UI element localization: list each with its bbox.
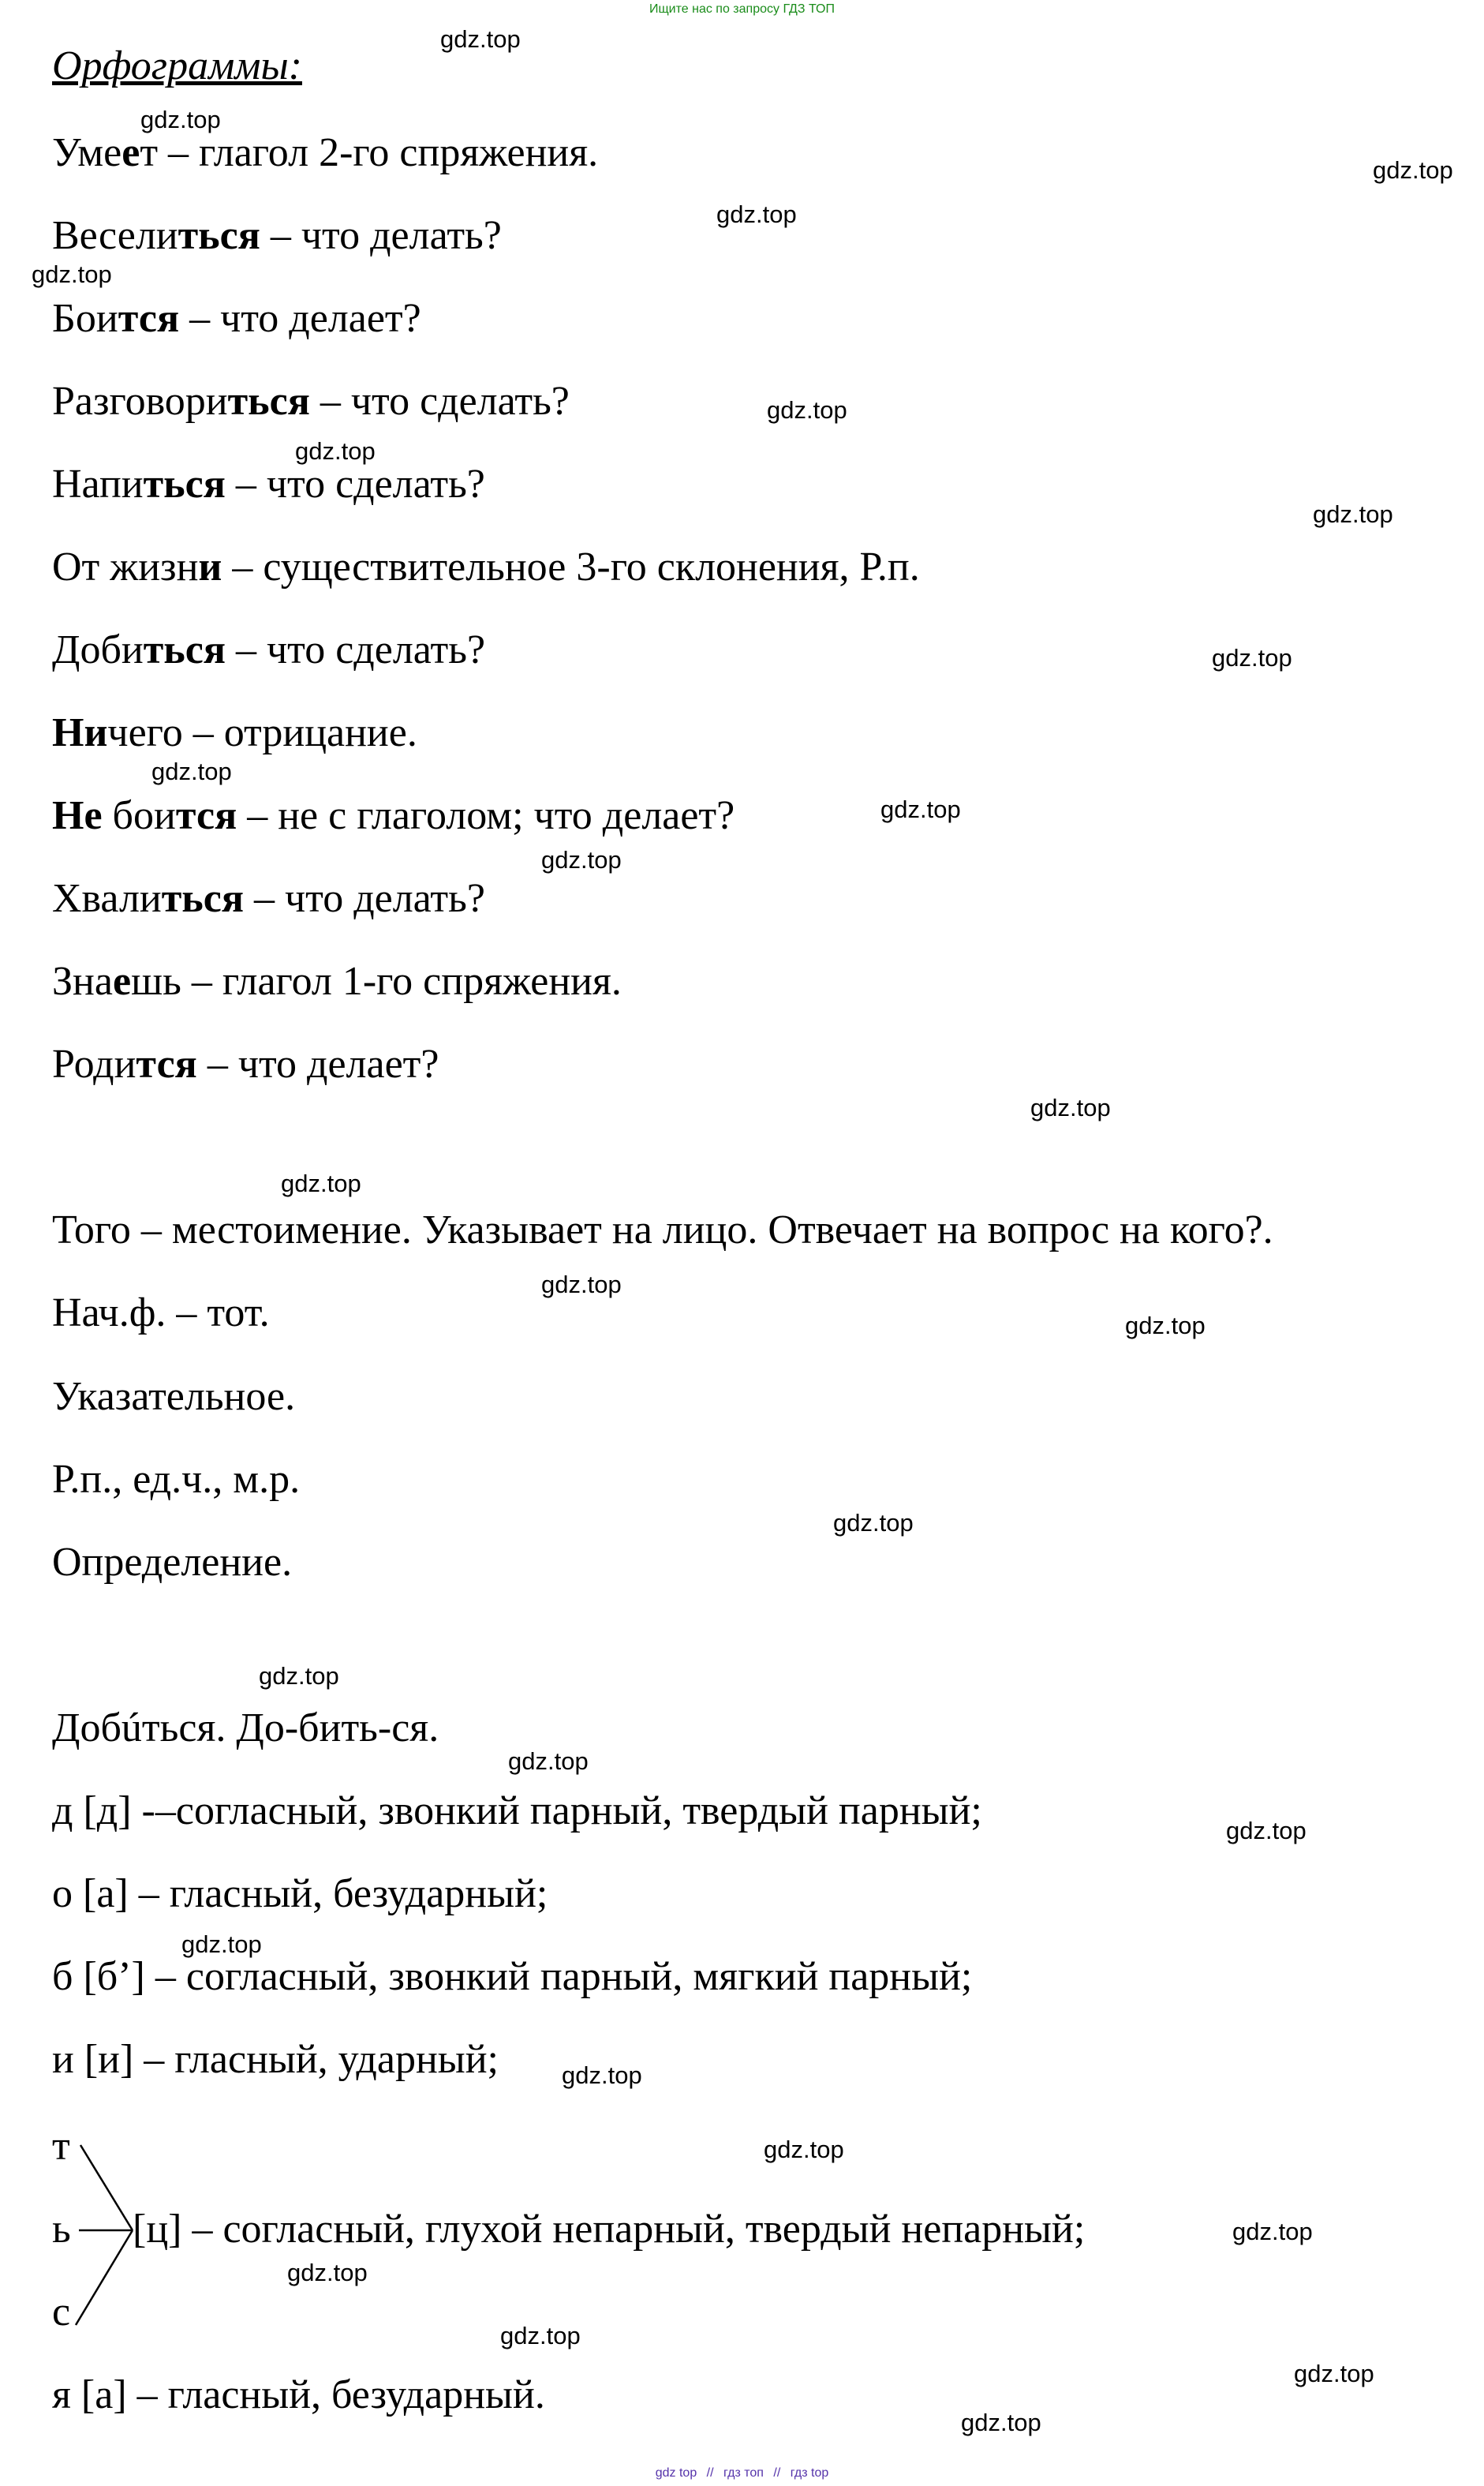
bottom-separator: //: [773, 2466, 781, 2480]
orthogram-line: Напиться – что сделать?: [52, 462, 485, 507]
watermark: gdz.top: [1226, 1817, 1306, 1844]
brace-sound-description: [ц] – согласный, глухой непарный, твердый непарный;: [133, 2207, 1086, 2252]
watermark: gdz.top: [151, 758, 232, 785]
phonetic-row: д [д] -–согласный, звонкий парный, твердый парный;: [52, 1788, 982, 1833]
orthogram-line: Добиться – что сделать?: [52, 627, 486, 672]
watermark: gdz.top: [562, 2061, 642, 2089]
brace-letter-t: т: [52, 2124, 70, 2169]
phonetic-row: я [а] – гласный, безударный.: [52, 2372, 545, 2417]
bottom-link[interactable]: гдз топ: [723, 2466, 764, 2480]
bottom-separator: //: [706, 2466, 714, 2480]
watermark: gdz.top: [1212, 644, 1292, 672]
watermark: gdz.top: [764, 2136, 844, 2163]
phonetic-word: Добúться. До-бить-ся.: [52, 1705, 439, 1750]
orthogram-line: Умеет – глагол 2-го спряжения.: [52, 130, 599, 175]
orthogram-line: Родится – что делает?: [52, 1042, 439, 1087]
bottom-link[interactable]: гдз top: [790, 2466, 829, 2480]
watermark: gdz.top: [961, 2409, 1041, 2436]
watermark: gdz.top: [1125, 1312, 1206, 1339]
watermark: gdz.top: [508, 1747, 589, 1775]
orthogram-line: Веселиться – что делать?: [52, 213, 502, 258]
watermark: gdz.top: [295, 437, 376, 465]
watermark: gdz.top: [500, 2322, 581, 2349]
orthogram-line: Не боится – не с глаголом; что делает?: [52, 793, 735, 838]
watermark: gdz.top: [287, 2259, 368, 2286]
orthogram-line: Хвалиться – что делать?: [52, 876, 485, 921]
watermark: gdz.top: [259, 1662, 339, 1690]
orthogram-line: Разговориться – что сделать?: [52, 379, 570, 424]
watermark: gdz.top: [1294, 2360, 1374, 2387]
watermark: gdz.top: [1232, 2218, 1313, 2245]
watermark: gdz.top: [440, 25, 521, 53]
watermark: gdz.top: [181, 1930, 262, 1958]
orthogram-line: Боится – что делает?: [52, 296, 421, 341]
watermark: gdz.top: [833, 1509, 914, 1537]
morph-line: Указательное.: [52, 1374, 296, 1419]
orthogram-line: От жизни – существительное 3-го склонения, Р.п.: [52, 545, 920, 590]
watermark: gdz.top: [32, 260, 112, 288]
morph-line: Нач.ф. – тот.: [52, 1290, 270, 1335]
bottom-watermark-links: [0, 2465, 1484, 2481]
orthograms-heading: Орфограммы:: [52, 43, 302, 88]
morph-line: Р.п., ед.ч., м.р.: [52, 1457, 301, 1502]
morph-line: Определение.: [52, 1540, 293, 1585]
orthogram-line: Знаешь – глагол 1-го спряжения.: [52, 959, 622, 1004]
bottom-link[interactable]: gdz top: [655, 2466, 697, 2480]
watermark: gdz.top: [716, 200, 797, 228]
watermark: gdz.top: [1030, 1094, 1111, 1121]
phonetic-row: б [б’] – согласный, звонкий парный, мягкий парный;: [52, 1954, 973, 1999]
watermark: gdz.top: [1313, 500, 1393, 528]
watermark: gdz.top: [1373, 156, 1453, 184]
orthogram-line: Ничего – отрицание.: [52, 710, 417, 755]
watermark: gdz.top: [140, 106, 221, 133]
watermark: gdz.top: [880, 796, 961, 823]
watermark: gdz.top: [281, 1170, 361, 1197]
watermark: gdz.top: [541, 846, 622, 874]
brace-letter-s: с: [52, 2289, 71, 2334]
morph-line: Того – местоимение. Указывает на лицо. Отвечает на вопрос на кого?.: [52, 1207, 1273, 1252]
top-watermark-note: Ищите нас по запросу ГДЗ ТОП: [649, 2, 835, 16]
watermark: gdz.top: [767, 396, 847, 424]
phonetic-row: о [а] – гласный, безударный;: [52, 1871, 548, 1916]
brace-letter-soft-sign: ь: [52, 2207, 71, 2252]
watermark: gdz.top: [541, 1271, 622, 1298]
phonetic-row: и [и] – гласный, ударный;: [52, 2037, 499, 2082]
